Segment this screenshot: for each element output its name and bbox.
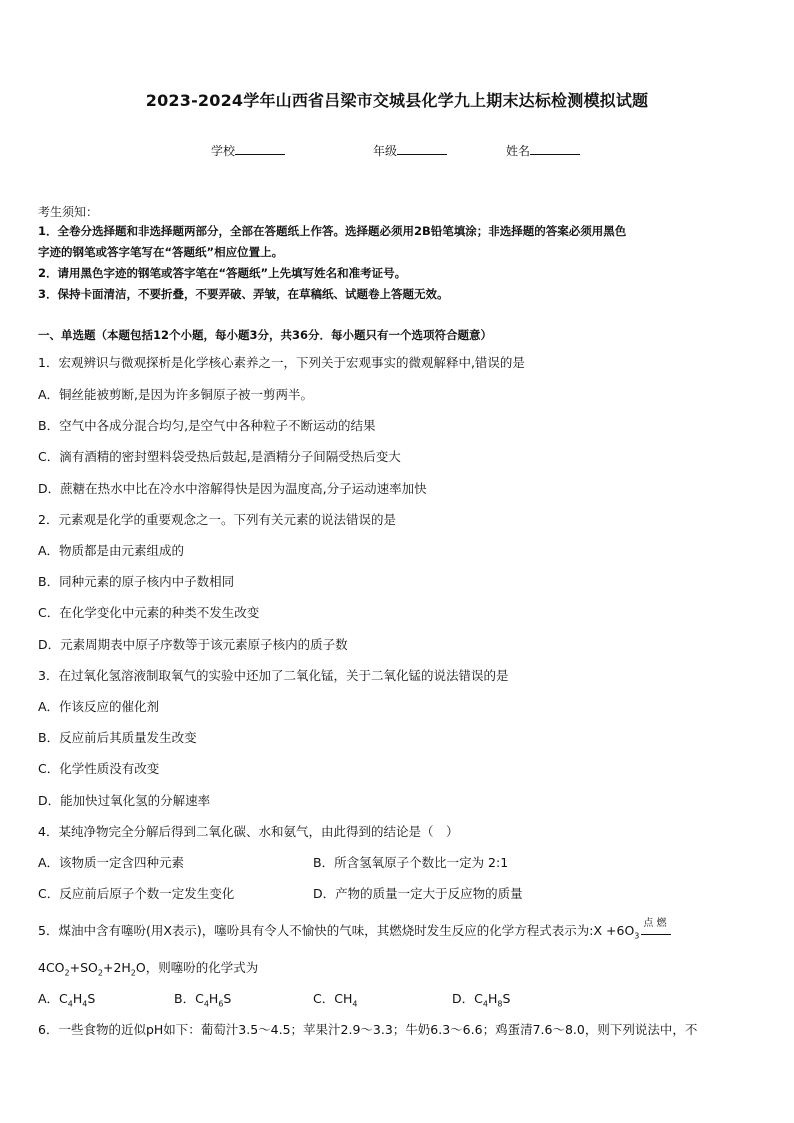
question-3-option-a: A．作该反应的催化剂 — [38, 699, 160, 714]
question-1-option-d: D．蔗糖在热水中比在冷水中溶解得快是因为温度高,分子运动速率加快 — [38, 481, 427, 496]
question-2-option-a: A．物质都是由元素组成的 — [38, 543, 185, 558]
question-3-option-b: B．反应前后其质量发生改变 — [38, 730, 197, 745]
subscript: 2 — [97, 968, 103, 978]
question-2-option-d: D．元素周期表中原子序数等于该元素原子核内的质子数 — [38, 637, 348, 652]
name-label: 姓名 — [506, 144, 531, 158]
question-3-option-c: C．化学性质没有改变 — [38, 761, 160, 776]
section-heading: 一、单选题（本题包括12个小题，每小题3分，共36分．每小题只有一个选项符合题意） — [38, 328, 493, 342]
question-3-stem: 3．在过氧化氢溶液制取氧气的实验中还加了二氧化锰，关于二氧化锰的说法错误的是 — [38, 668, 509, 683]
question-5-stem — [38, 918, 671, 941]
subscript: 8 — [497, 999, 503, 1009]
formula-text: 4CO — [38, 960, 65, 975]
name-field — [506, 142, 580, 159]
grade-blank — [397, 142, 447, 155]
question-4-stem: 4．某纯净物完全分解后得到二氧化碳、水和氨气，由此得到的结论是（ ） — [38, 824, 459, 839]
notice-item: 1．全卷分选择题和非选择题两部分，全部在答题纸上作答。选择题必须用2B铅笔填涂；非选择题的答案必须用黑色 — [38, 224, 627, 238]
subscript: 4 — [67, 999, 73, 1009]
question-2-option-b: B．同种元素的原子核内中子数相同 — [38, 574, 235, 589]
question-1-stem: 1．宏观辨识与微观探析是化学核心素养之一，下列关于宏观事实的微观解释中,错误的是 — [38, 355, 525, 370]
formula-text: +2H — [102, 960, 131, 975]
question-4-option-c: C．反应前后原子个数一定发生变化 — [38, 886, 235, 901]
question-5-option-b — [174, 989, 231, 1009]
question-2-stem: 2．元素观是化学的重要观念之一。下列有关元素的说法错误的是 — [38, 512, 396, 527]
question-6-stem: 6．一些食物的近似pH如下：葡萄汁3.5～4.5；苹果汁2.9～3.3；牛奶6.3～6.6；鸡蛋清7.6～8.0，则下列说法中，不 — [38, 1022, 698, 1037]
name-blank — [530, 142, 580, 155]
formula-text: H — [208, 991, 219, 1006]
notice-item: 3．保持卡面清洁，不要折叠，不要弄破、弄皱，在草稿纸、试题卷上答题无效。 — [38, 287, 449, 301]
ignite-condition — [641, 918, 671, 938]
question-1-option-a: A．铜丝能被剪断,是因为许多铜原子被一剪两半。 — [38, 387, 314, 402]
subscript: 4 — [82, 999, 88, 1009]
formula-text: D．C — [452, 991, 483, 1006]
question-5-stem-text: 5．煤油中含有噻吩(用X表示)，噻吩具有令人不愉快的气味，其燃烧时发生反应的化学方程式表示为:X +6O — [38, 923, 635, 938]
formula-text: +SO — [69, 960, 98, 975]
question-3-option-d: D．能加快过氧化氢的分解速率 — [38, 793, 211, 808]
notice-list — [38, 221, 758, 305]
school-field — [211, 142, 285, 159]
exam-title: 2023-2024学年山西省吕梁市交城县化学九上期末达标检测模拟试题 — [145, 91, 649, 110]
question-5-option-c — [313, 989, 357, 1009]
formula-text: S — [502, 991, 511, 1006]
subscript: 4 — [352, 999, 358, 1009]
grade-field — [373, 142, 447, 159]
subscript: 4 — [203, 999, 209, 1009]
formula-text: S — [87, 991, 96, 1006]
grade-label: 年级 — [373, 144, 398, 158]
formula-text: S — [223, 991, 232, 1006]
question-5-option-a — [38, 989, 95, 1009]
formula-text: H — [72, 991, 83, 1006]
subscript: 2 — [64, 968, 70, 978]
formula-text: H — [487, 991, 498, 1006]
question-4-option-b: B．所含氢氧原子个数比一定为 2:1 — [313, 855, 509, 870]
question-1-option-c: C．滴有酒精的密封塑料袋受热后鼓起,是酒精分子间隔受热后变大 — [38, 449, 401, 464]
notice-item: 字迹的钢笔或答字笔写在“答题纸”相应位置上。 — [38, 245, 284, 259]
question-1-option-b: B．空气中各成分混合均匀,是空气中各种粒子不断运动的结果 — [38, 418, 376, 433]
subscript: 2 — [130, 968, 136, 978]
question-5-equation-line — [38, 958, 258, 978]
subscript: 4 — [482, 999, 488, 1009]
notice-item: 2．请用黑色字迹的钢笔或答字笔在“答题纸”上先填写姓名和准考证号。 — [38, 266, 407, 280]
formula-text: C．CH — [313, 991, 353, 1006]
question-5-option-d — [452, 989, 510, 1009]
subscript: 3 — [634, 931, 640, 941]
question-4-option-d: D．产物的质量一定大于反应物的质量 — [313, 886, 523, 901]
school-label: 学校 — [211, 144, 236, 158]
formula-text: O，则噻吩的化学式为 — [135, 960, 259, 975]
reaction-arrow-line — [641, 928, 671, 935]
notice-heading: 考生须知： — [38, 205, 99, 219]
question-4-option-a: A．该物质一定含四种元素 — [38, 855, 185, 870]
school-blank — [235, 142, 285, 155]
ignite-label: 点 燃 — [643, 918, 667, 929]
question-2-option-c: C．在化学变化中元素的种类不发生改变 — [38, 605, 260, 620]
subscript: 6 — [218, 999, 224, 1009]
formula-text: A．C — [38, 991, 68, 1006]
formula-text: B．C — [174, 991, 204, 1006]
